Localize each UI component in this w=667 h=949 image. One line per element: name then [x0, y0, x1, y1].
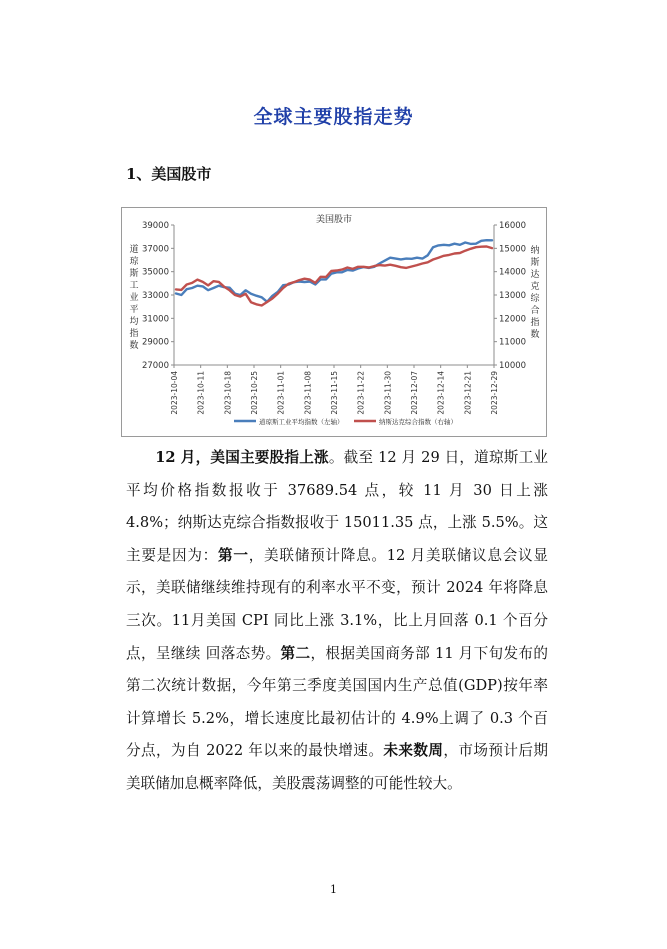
right-tick-label: 10000: [499, 361, 527, 371]
paragraph-text: ，根据美国商务部 11 月下旬发布的第二次统计数据，今年第三季度美国国内生产总值(GDP)按年率计算增长 5.2%，增长速度比最初估计的 4.9%上调了 0.3 个百分点，为自 2022 年以来的最快增速。: [126, 644, 548, 760]
right-tick-label: 13000: [499, 291, 527, 301]
left-axis-label-char: 斯: [129, 269, 139, 279]
nasdaq-line: [176, 247, 492, 306]
right-tick-label: 14000: [499, 267, 527, 278]
x-tick-label: 2023-10-18: [223, 371, 233, 415]
left-tick-label: 39000: [141, 221, 169, 231]
left-axis-label-char: 数: [129, 341, 139, 351]
paragraph-text: 。截至 12 月 29 日，道琼斯工业平均价格指数报收于 37689.54 点，较 11 月 30 日上涨 4.8%；纳斯达克综合指数报收于 15011.35 点，上涨 5.5%。这主要是因为：: [126, 449, 548, 564]
point-first-bold: 第一: [218, 546, 249, 564]
right-tick-label: 12000: [499, 314, 527, 325]
right-axis-label-char: 斯: [530, 258, 540, 268]
body-paragraph: [126, 442, 548, 801]
x-tick-label: 2023-11-01: [276, 371, 286, 415]
x-tick-label: 2023-12-14: [436, 371, 446, 415]
left-axis-label-char: 均: [129, 317, 139, 327]
left-axis-label-char: 平: [129, 305, 139, 315]
x-tick-label: 2023-10-25: [250, 371, 259, 415]
left-tick-label: 35000: [141, 267, 169, 278]
left-tick-label: 29000: [141, 337, 169, 348]
left-tick-label: 27000: [141, 361, 169, 371]
left-tick-label: 33000: [141, 291, 169, 301]
left-axis-label-char: 指: [129, 329, 139, 339]
right-axis-label-char: 合: [530, 306, 540, 316]
left-axis-label-char: 业: [129, 293, 139, 303]
left-axis-label-char: 琼: [129, 257, 139, 267]
x-tick-label: 2023-10-11: [196, 371, 206, 415]
right-axis-label-char: 数: [530, 330, 540, 340]
x-tick-label: 2023-11-30: [383, 371, 393, 415]
left-axis-label-char: 工: [129, 281, 139, 291]
left-tick-label: 31000: [141, 314, 169, 325]
right-axis-label-char: 克: [530, 282, 540, 292]
paragraph-text: ，美联储预计降息。12 月美联储议息会议显示，美联储继续维持现有的利率水平不变，预计 2024 年将降息三次。11月美国 CPI 同比上涨 3.1%，比上月回落 0.1 个百分点，呈继续 回落态势。: [126, 546, 548, 662]
paragraph-text: ，市场预计后期美联储加息概率降低，美股震荡调整的可能性较大。: [126, 742, 548, 792]
point-second-bold: 第二: [280, 644, 311, 662]
x-tick-label: 2023-11-15: [330, 371, 339, 415]
right-axis-label-char: 达: [530, 270, 540, 280]
us-stock-chart: [122, 208, 546, 436]
x-tick-label: 2023-12-29: [490, 371, 499, 415]
x-tick-label: 2023-11-08: [303, 371, 313, 415]
right-tick-label: 16000: [499, 221, 527, 231]
x-tick-label: 2023-10-04: [170, 371, 179, 415]
outlook-bold: 未来数周: [383, 742, 444, 760]
right-axis-label-char: 指: [530, 318, 540, 328]
left-axis-label-char: 道: [129, 245, 139, 255]
chart-title: 美国股市: [315, 215, 353, 225]
right-tick-label: 11000: [499, 337, 527, 348]
x-tick-label: 2023-11-22: [356, 371, 366, 415]
x-tick-label: 2023-12-07: [410, 371, 419, 415]
page-number: 1: [330, 883, 337, 896]
page-title: 全球主要股指走势: [253, 106, 414, 128]
chart-container: [121, 207, 547, 437]
left-tick-label: 37000: [141, 244, 169, 255]
right-axis-label-char: 纳: [530, 246, 540, 256]
x-tick-label: 2023-12-21: [463, 371, 473, 415]
paragraph-lead-bold: 12 月，美国主要股指上涨: [155, 449, 329, 466]
legend-label: 道琼斯工业平均指数（左轴）: [259, 418, 344, 426]
legend-label: 纳斯达克综合指数（右轴）: [379, 418, 457, 426]
right-axis-label-char: 综: [530, 294, 540, 304]
section-heading: 1、美国股市: [126, 165, 212, 183]
right-tick-label: 15000: [499, 244, 527, 255]
